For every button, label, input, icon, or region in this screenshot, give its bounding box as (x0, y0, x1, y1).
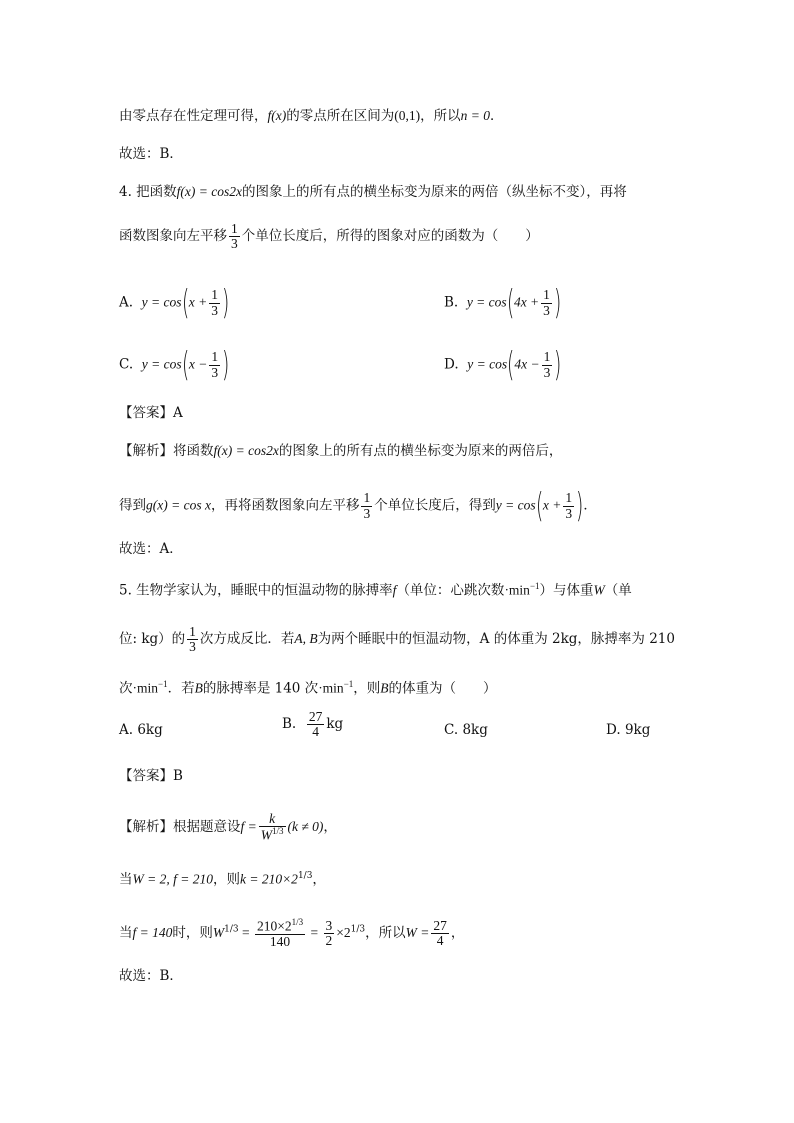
q4-text-2a: 函数图象向左平移 (119, 228, 227, 245)
q4-option-a: A. y = cos(x + $\frac{1}{3}$ ) (119, 283, 230, 323)
q5-option-a: A. 6kg (119, 722, 163, 738)
q5-option-b: B. $\frac{27}{4}$ kg (282, 709, 344, 740)
intro-line (119, 106, 503, 126)
q4-shift-fraction: $\frac{1}{3}$ (231, 221, 238, 252)
answer-tag: 【答案】 (119, 405, 173, 421)
intro-text-2: 的零点所在区间为 (286, 108, 395, 124)
q4-text-1b: 的图象上的所有点的横坐标变为原来的两倍（纵坐标不变），再将 (242, 184, 627, 200)
analysis-tag: 【解析】 (119, 443, 173, 459)
intro-text-4: ． (489, 108, 504, 124)
q4-option-d: D. y = cos(4x − $\frac{1}{3}$ ) (444, 345, 562, 385)
q4-analysis-1: 【解析】将函数f(x) = cos2x的图象上的所有点的横坐标变为原来的两倍后， (119, 443, 563, 459)
q4-choose: 故选：A． (119, 541, 183, 557)
q4-line-2 (119, 222, 539, 251)
q5-choose: 故选：B． (119, 968, 183, 984)
q5-option-c: C. 8kg (444, 722, 488, 738)
intro-text-3: ，所以 (420, 108, 461, 124)
q4-option-c: C. y = cos(x − $\frac{1}{3}$ ) (119, 345, 230, 385)
q5-analysis-3: 当f = 140时，则$W^{1/3}$ = $\frac{210\times 2^{1/3}}{140}$ = $\frac{3}{2}$ $\times 2^{1/3}$，所以W = $\frac{27}{4}$ ， (119, 917, 465, 949)
q4-fx: f(x) = cos2x (176, 184, 243, 199)
q4-answer-value: A (173, 405, 183, 421)
q4-text-2b: 个单位长度后，所得的图象对应的函数为（ ） (241, 228, 539, 245)
q5-analysis-1: 【解析】根据题意设f = $\frac{k}{W^{1/3}}$ (k ≠ 0)， (119, 811, 337, 843)
q5-line-2: 位: kg）的 $\frac{1}{3}$ 次方成反比．若A, B为两个睡眠中的恒温动物，A 的体重为 2kg，脉搏率为 210 (119, 624, 675, 655)
q5-answer: 【答案】B (119, 768, 183, 784)
q4-text-1a: 4. 把函数 (119, 184, 177, 200)
intro-interval: (0,1) (394, 108, 421, 123)
q4-answer (119, 403, 183, 423)
q4-option-b: B. y = cos(4x + $\frac{1}{3}$ ) (444, 283, 562, 323)
intro-fx: f(x) (267, 108, 287, 123)
q4-line-1 (119, 182, 627, 202)
q5-line-3: 次$\cdot\min^{-1}$．若B的脉搏率是 140 次$\cdot\min^{-1}$，则B的体重为（ ） (119, 679, 497, 697)
q5-option-d: D. 9kg (606, 722, 651, 738)
intro-text-1: 由零点存在性定理可得， (119, 108, 268, 124)
intro-n: n = 0 (460, 108, 490, 123)
q5-line-1: 5. 生物学家认为，睡眠中的恒温动物的脉搏率f（单位：心跳次数$\cdot\min^{-1}$）与体重W（单 (119, 581, 632, 599)
q4-analysis-2: 得到g(x) = cos x，再将函数图象向左平移 $\frac{1}{3}$ 个单位长度后，得到y = cos(x + $\frac{1}{3}$ )． (119, 486, 597, 526)
q5-analysis-2: 当W = 2, f = 210，则$k = 210\times 2^{1/3}$， (119, 871, 326, 888)
choose-b-1: 故选：B． (119, 146, 183, 162)
